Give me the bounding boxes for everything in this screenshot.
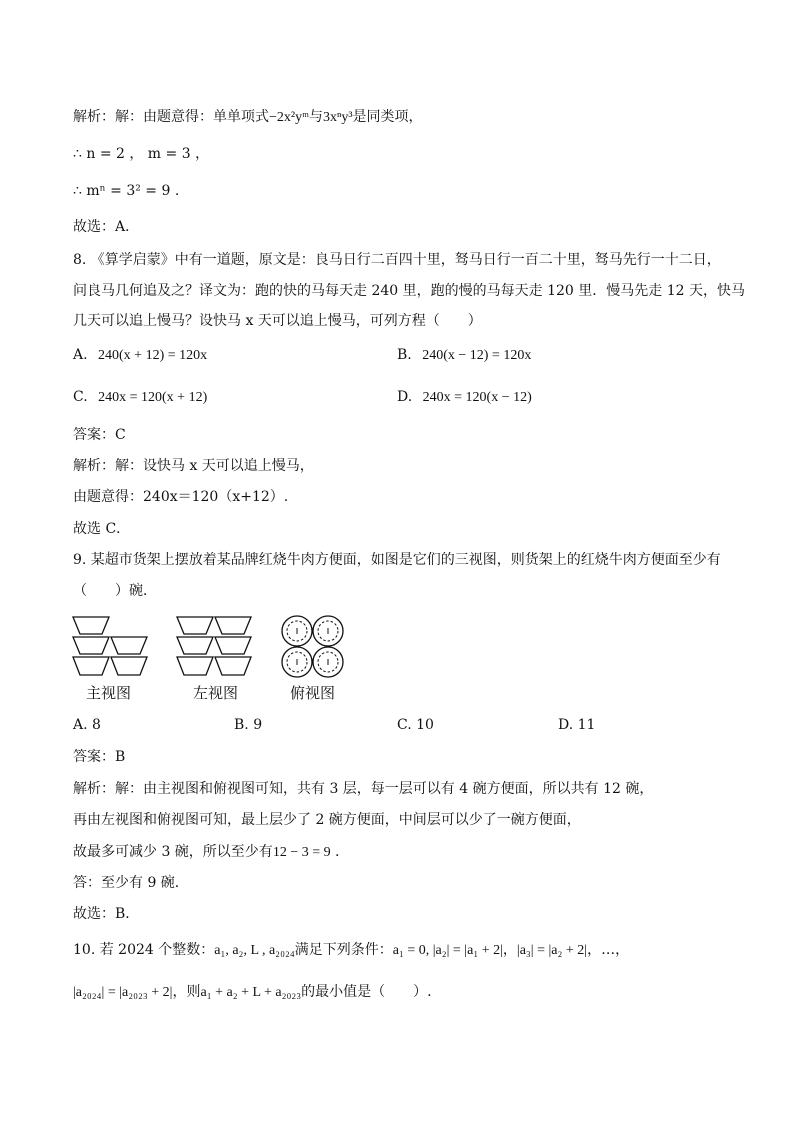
bowl-top-icon (282, 647, 312, 677)
q9-analysis-line-3 (73, 842, 340, 863)
q9-option-b-text: 9 (253, 717, 263, 733)
q8-option-a-label: A. (73, 347, 88, 363)
front-view-figure (72, 614, 148, 678)
q8-option-b-text: 240(x − 12) = 120x (422, 348, 532, 363)
q9-choose: 故选：B． (73, 906, 140, 922)
top-view-caption: 俯视图 (290, 684, 336, 702)
q8-option-a (73, 345, 207, 366)
q9-option-d-label: D. (558, 717, 574, 733)
q7-analysis-line (73, 107, 423, 128)
q10-sum-expression: a₁ + a₂ + L + a₂₀₂₃ (200, 985, 302, 1000)
q8-option-b-label: B. (397, 347, 412, 363)
q9-option-c-label: C. (397, 717, 412, 733)
bowl-icon (73, 637, 109, 654)
bowl-icon (73, 657, 109, 675)
q10-stem-line-1 (73, 940, 629, 961)
q7-choose: 故选：A． (73, 219, 140, 235)
q10-sequence: a₁, a₂, L , a₂₀₂₄ (214, 943, 295, 958)
q9-analysis-line-1: 解析：解：由主视图和俯视图可知，共有 3 层，每一层可以有 4 碗方便面，所以共有 12 碗， (73, 781, 654, 797)
bowl-icon (215, 657, 251, 675)
q9-option-d (558, 715, 595, 735)
q8-answer: 答案：C (73, 427, 126, 443)
q8-option-b (397, 345, 531, 366)
q10-stem-line-2 (73, 982, 432, 1003)
q10-suffix: 的最小值是（ ）. (301, 984, 432, 1000)
q7-analysis-prefix: 解析：解：由题意得：单单项式 (73, 109, 269, 125)
q9-analysis-line-3-prefix: 故最多可减少 3 碗，所以至少有 (73, 844, 273, 860)
bowl-icon (111, 657, 147, 675)
q8-option-c-text: 240x = 120(x + 12) (98, 390, 208, 405)
bowl-top-icon (313, 647, 343, 677)
q9-analysis-line-2: 再由左视图和俯视图可知，最上层少了 2 碗方便面，中间层可以少了一碗方便面， (73, 812, 581, 828)
q7-therefore-2: ∴ mⁿ = 3² = 9 . (73, 183, 180, 199)
q8-analysis-line-1: 解析：解：设快马 x 天可以追上慢马， (73, 458, 314, 474)
q8-option-d-label: D. (397, 389, 413, 405)
bowl-icon (177, 617, 213, 634)
q8-choose: 故选 C． (73, 521, 131, 537)
q9-reply: 答：至少有 9 碗． (73, 875, 189, 891)
q8-stem-line-1: 8. 《算学启蒙》中有一道题，原文是：良马日行二百四十里，驽马日行一百二十里，驽马先行一十二日， (73, 252, 721, 268)
q10-condition-1: a₁ = 0, |a₂| = |a₁ + 2| (392, 943, 503, 958)
bowl-icon (177, 637, 213, 654)
q10-mid: 满足下列条件： (294, 942, 393, 958)
bowl-icon (215, 617, 251, 634)
q9-analysis-line-3-suffix: . (330, 844, 340, 860)
q10-then: ，则 (172, 984, 201, 1000)
q7-therefore-1: ∴ n = 2 ， m = 3 ， (73, 146, 210, 162)
q9-option-c (397, 715, 434, 735)
q8-stem-line-2: 问良马几何追及之？译文为：跑的快的马每天走 240 里，跑的慢的马每天走 120 里．慢马先走 12 天，快马 (73, 283, 745, 299)
q8-analysis-line-2: 由题意得：240x＝120（x+12）. (73, 489, 289, 505)
bowl-icon (111, 637, 147, 654)
q8-option-d-text: 240x = 120(x − 12) (422, 390, 532, 405)
q9-analysis-line-3-math: 12 − 3 = 9 (272, 845, 331, 860)
q9-answer: 答案：B (73, 749, 126, 765)
q9-option-b (234, 715, 262, 735)
q7-suffix: 是同类项， (352, 109, 423, 125)
bowl-icon (215, 637, 251, 654)
q9-option-b-label: B. (234, 717, 249, 733)
q9-stem-line-2: （ ）碗． (73, 583, 157, 599)
q9-option-c-text: 10 (416, 717, 434, 733)
q8-option-c-label: C. (73, 389, 88, 405)
q9-option-a (73, 715, 101, 735)
q9-option-a-label: A. (73, 717, 88, 733)
q10-condition-tail: ，…， (587, 942, 630, 958)
top-view-figure (280, 614, 346, 680)
q10-last-condition: |a₂₀₂₄| = |a₂₀₂₃ + 2| (73, 985, 173, 1000)
q7-term1: −2x²yᵐ (269, 110, 309, 125)
bowl-icon (177, 657, 213, 675)
q8-option-a-text: 240(x + 12) = 120x (98, 348, 208, 363)
front-view-caption: 主视图 (86, 684, 132, 702)
left-view-figure (176, 614, 252, 678)
q8-option-d (397, 387, 532, 408)
bowl-top-icon (313, 616, 343, 646)
q7-mid: 与 (308, 109, 323, 125)
q10-prefix: 10. 若 2024 个整数： (73, 942, 215, 958)
q8-stem-line-3: 几天可以追上慢马？设快马 x 天可以追上慢马，可列方程（ ） (73, 313, 482, 329)
q10-condition-2: ，|a₃| = |a₂ + 2| (502, 943, 588, 958)
left-view-caption: 左视图 (193, 684, 239, 702)
q7-term2: 3xⁿy³ (322, 110, 353, 125)
q9-stem-line-1: 9. 某超市货架上摆放着某品牌红烧牛肉方便面，如图是它们的三视图，则货架上的红烧牛肉方便面至少有 (73, 552, 721, 568)
q8-option-c (73, 387, 207, 408)
q9-option-d-text: 11 (577, 717, 596, 733)
bowl-icon (73, 617, 109, 634)
q9-option-a-text: 8 (92, 717, 101, 733)
bowl-top-icon (282, 616, 312, 646)
